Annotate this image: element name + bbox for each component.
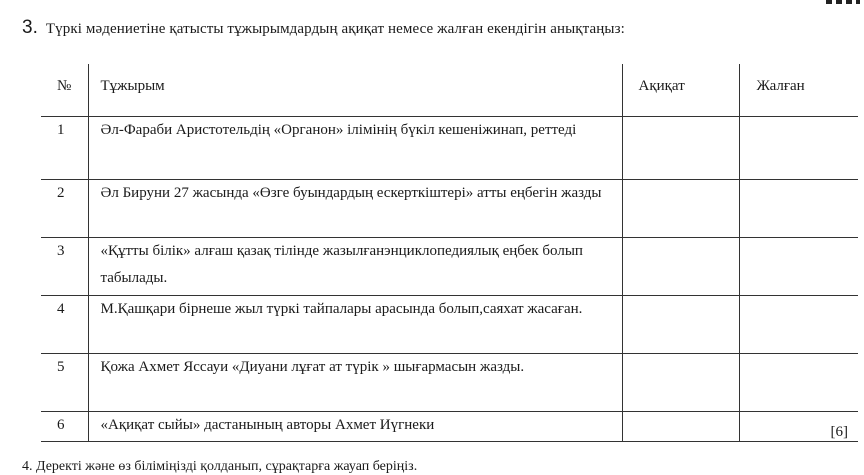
table-row <box>41 411 858 441</box>
true-answer-cell[interactable] <box>622 295 739 353</box>
false-answer-cell[interactable] <box>739 116 858 179</box>
table-row <box>41 179 858 237</box>
row-number: 6 <box>41 411 88 441</box>
row-number: 5 <box>41 353 88 411</box>
table-row <box>41 116 858 179</box>
marks-label: [6] <box>830 423 848 440</box>
statements-table <box>41 64 858 442</box>
row-statement: Қожа Ахмет Яссауи «Диуани лұғат ат түрік » шығармасын жазды. <box>88 353 622 411</box>
true-answer-cell[interactable] <box>622 353 739 411</box>
table-row <box>41 237 858 295</box>
question-3 <box>22 17 625 39</box>
row-number: 3 <box>41 237 88 295</box>
row-statement: «Ақиқат сыйы» дастанының авторы Ахмет Иүгнеки <box>88 411 622 441</box>
table-header-row <box>41 64 858 116</box>
header-statement: Тұжырым <box>88 64 622 116</box>
row-number: 2 <box>41 179 88 237</box>
false-answer-cell[interactable] <box>739 237 858 295</box>
question-text: Түркі мәдениетіне қатысты тұжырымдардың ақиқат немесе жалған екендігін анықтаңыз: <box>45 21 625 37</box>
true-answer-cell[interactable] <box>622 237 739 295</box>
row-statement: «Құтты білік» алғаш қазақ тілінде жазылғанэнциклопедиялық еңбек болып табылады. <box>88 237 622 295</box>
header-number: № <box>41 64 88 116</box>
question-number: 3. <box>22 17 39 38</box>
table-row <box>41 295 858 353</box>
page-corner-mark <box>826 0 860 4</box>
true-answer-cell[interactable] <box>622 179 739 237</box>
true-answer-cell[interactable] <box>622 116 739 179</box>
false-answer-cell[interactable] <box>739 179 858 237</box>
row-statement: Әл-Фараби Аристотельдің «Органон» ілімінің бүкіл кешеніжинап, реттеді <box>88 116 622 179</box>
header-true: Ақиқат <box>622 64 739 116</box>
false-answer-cell[interactable] <box>739 411 858 441</box>
row-statement: Әл Бируни 27 жасында «Өзге буындардың ескерткіштері» атты еңбегін жазды <box>88 179 622 237</box>
true-answer-cell[interactable] <box>622 411 739 441</box>
table-row <box>41 353 858 411</box>
next-question-text: 4. Деректі және өз біліміңізді қолданып, сұрақтарға жауап беріңіз. <box>22 459 418 474</box>
header-false: Жалған <box>739 64 858 116</box>
false-answer-cell[interactable] <box>739 353 858 411</box>
row-number: 1 <box>41 116 88 179</box>
false-answer-cell[interactable] <box>739 295 858 353</box>
row-statement: М.Қашқари бірнеше жыл түркі тайпалары арасында болып,саяхат жасаған. <box>88 295 622 353</box>
row-number: 4 <box>41 295 88 353</box>
